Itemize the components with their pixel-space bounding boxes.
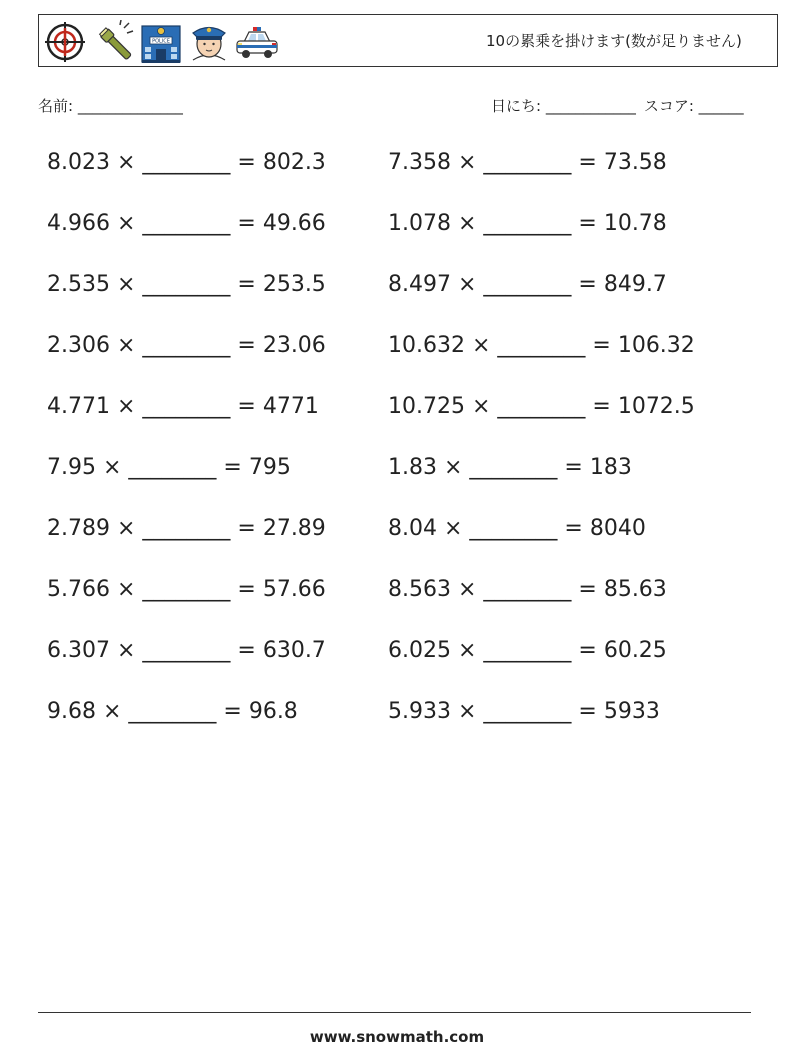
problem-left-7[interactable]: 2.789 × ________ = 27.89 bbox=[47, 516, 326, 541]
problem-left-3[interactable]: 2.535 × ________ = 253.5 bbox=[47, 272, 326, 297]
problem-right-5[interactable]: 10.725 × ________ = 1072.5 bbox=[388, 394, 695, 419]
problem-right-1[interactable]: 7.358 × ________ = 73.58 bbox=[388, 150, 667, 175]
problem-left-9[interactable]: 6.307 × ________ = 630.7 bbox=[47, 638, 326, 663]
problem-right-10[interactable]: 5.933 × ________ = 5933 bbox=[388, 699, 660, 724]
problem-right-3[interactable]: 8.497 × ________ = 849.7 bbox=[388, 272, 667, 297]
crosshair-icon bbox=[43, 20, 87, 64]
name-field[interactable]: 名前: ______________ bbox=[38, 97, 183, 115]
problem-left-1[interactable]: 8.023 × ________ = 802.3 bbox=[47, 150, 326, 175]
police-officer-icon bbox=[187, 20, 231, 64]
problem-left-8[interactable]: 5.766 × ________ = 57.66 bbox=[47, 577, 326, 602]
problem-left-6[interactable]: 7.95 × ________ = 795 bbox=[47, 455, 291, 480]
problem-right-8[interactable]: 8.563 × ________ = 85.63 bbox=[388, 577, 667, 602]
score-field[interactable]: スコア: ______ bbox=[643, 97, 744, 115]
worksheet-title: 10の累乗を掛けます(数が足りません) bbox=[486, 32, 742, 50]
footer-url[interactable]: www.snowmath.com bbox=[309, 1028, 485, 1046]
problem-right-9[interactable]: 6.025 × ________ = 60.25 bbox=[388, 638, 667, 663]
date-field[interactable]: 日にち: ____________ bbox=[491, 97, 636, 115]
problem-right-2[interactable]: 1.078 × ________ = 10.78 bbox=[388, 211, 667, 236]
date-score-fields bbox=[491, 95, 744, 116]
problem-left-4[interactable]: 2.306 × ________ = 23.06 bbox=[47, 333, 326, 358]
header-icons bbox=[43, 20, 279, 64]
problem-right-4[interactable]: 10.632 × ________ = 106.32 bbox=[388, 333, 695, 358]
police-station-icon bbox=[139, 20, 183, 64]
problem-right-6[interactable]: 1.83 × ________ = 183 bbox=[388, 455, 632, 480]
problem-left-2[interactable]: 4.966 × ________ = 49.66 bbox=[47, 211, 326, 236]
footer-divider bbox=[38, 1012, 751, 1013]
station-sign-text: POLICE bbox=[152, 38, 170, 45]
worksheet-header bbox=[38, 14, 778, 67]
problem-left-5[interactable]: 4.771 × ________ = 4771 bbox=[47, 394, 319, 419]
problem-right-7[interactable]: 8.04 × ________ = 8040 bbox=[388, 516, 646, 541]
problem-left-10[interactable]: 9.68 × ________ = 96.8 bbox=[47, 699, 298, 724]
police-car-icon bbox=[235, 20, 279, 64]
flashlight-icon bbox=[91, 20, 135, 64]
